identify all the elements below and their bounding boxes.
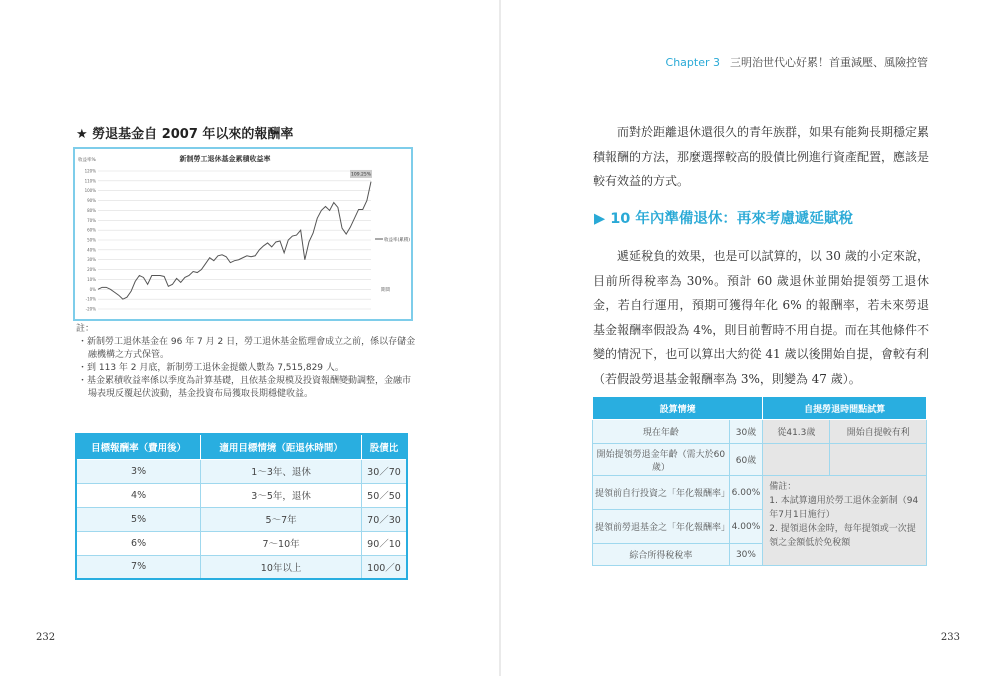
deferral-table (592, 396, 927, 566)
y-axis-label: 收益率% (78, 158, 96, 163)
page-number-right: 233 (940, 632, 960, 643)
y-tick-label: 10% (87, 276, 96, 282)
chapter-title: 三明治世代心好累！首重減壓、風險控管 (730, 56, 928, 69)
table-cell: 1～3年、退休 (201, 459, 362, 483)
legend-label: 收益率(累積) (384, 238, 411, 243)
column-header: 自提勞退時間點試算 (763, 397, 927, 420)
table-row (76, 507, 407, 531)
table-cell: 5% (76, 507, 201, 531)
page-number-left: 232 (36, 632, 56, 643)
note-item: ・新制勞工退休基金在 96 年 7 月 2 日，勞工退休基金監理會成立之前，係以存儲金融機構之方式保管。 (78, 337, 416, 360)
table-cell (830, 444, 927, 476)
y-tick-label: 70% (87, 217, 96, 223)
column-header: 適用目標情境（距退休時間） (201, 434, 362, 459)
table-cell: 3～5年，退休 (201, 483, 362, 507)
table-cell: 4.00% (729, 510, 763, 544)
target-return-table (75, 433, 408, 580)
y-tick-label: 30% (87, 257, 96, 263)
paragraph: 而對於距離退休還很久的青年族群，如果有能夠長期穩定累積報酬的方法，那麼選擇較高的股債比例進行資產配置，應該是較有效益的方式。 (593, 125, 930, 188)
table-cell: 6% (76, 531, 201, 555)
table-cell: 30歲 (729, 420, 763, 444)
table-cell: 3% (76, 459, 201, 483)
table-cell: 6.00% (729, 476, 763, 510)
table-cell: 提領前自行投資之「年化報酬率」 (593, 476, 730, 510)
book-spine (499, 0, 501, 676)
notes-label: 註： (76, 324, 95, 334)
result-age: 從41.3歲 (763, 420, 830, 444)
section-title: ★ 勞退基金自 2007 年以來的報酬率 (76, 127, 294, 142)
y-tick-label: 60% (87, 227, 96, 233)
table-cell: 30／70 (362, 459, 407, 483)
column-header: 股債比 (362, 434, 407, 459)
series-line (98, 182, 371, 300)
table-cell: 90／10 (362, 531, 407, 555)
chart-title: 新制勞工退休基金累積收益率 (179, 155, 271, 163)
column-header: 目標報酬率（費用後） (76, 434, 201, 459)
x-axis-label: 期間 (381, 287, 390, 293)
table-cell: 綜合所得稅稅率 (593, 544, 730, 566)
returns-chart (73, 147, 413, 321)
table-cell: 現在年齡 (593, 420, 730, 444)
y-tick-label: 0% (89, 286, 96, 292)
paragraph: 遞延稅負的效果，也是可以試算的，以 30 歲的小定來說，目前所得稅率為 30%。預計 60 歲退休並開始提領勞工退休金，若自行運用，預期可獲得年化 6% 的報酬率，若未來勞退基金報酬率假設為 4%，則目前暫時不用自提。而在其他條件不變的情況下，也可以算出大約從 41 歲以後開始自提，會較有利（若假設勞退基金報酬率為 3%，則變為 47 歲）。 (593, 249, 929, 386)
table-cell: 100／0 (362, 555, 407, 579)
table-cell: 70／30 (362, 507, 407, 531)
y-tick-label: 90% (87, 198, 96, 204)
y-tick-label: 110% (84, 178, 96, 184)
note-item: ・基金累積收益率係以季度為計算基礎，且依基金規模及投資報酬變動調整，金融市場表現反覆起伏波動，基金投資布局獲取長期穩健收益。 (78, 376, 412, 399)
y-tick-label: 100% (84, 188, 96, 194)
table-cell: 提領前勞退基金之「年化報酬率」 (593, 510, 730, 544)
table-cell: 50／50 (362, 483, 407, 507)
table-cell: 60歲 (729, 444, 763, 476)
y-tick-label: 20% (87, 267, 96, 273)
table-row (76, 459, 407, 483)
notes (76, 323, 416, 401)
table-cell: 7% (76, 555, 201, 579)
table-cell: 10年以上 (201, 555, 362, 579)
running-header (666, 54, 928, 70)
table-cell: 開始提領勞退金年齡（需大於60歲） (593, 444, 730, 476)
y-tick-label: -10% (85, 296, 96, 302)
chart-svg (75, 149, 411, 319)
y-tick-label: -20% (85, 306, 96, 312)
chapter-label: Chapter 3 (665, 56, 720, 69)
y-tick-label: 120% (84, 168, 96, 174)
y-tick-label: 50% (87, 237, 96, 243)
table-cell: 4% (76, 483, 201, 507)
table-row (76, 531, 407, 555)
table-row (76, 483, 407, 507)
y-tick-label: 40% (87, 247, 96, 253)
note-item: ・到 113 年 2 月底，新制勞工退休金提繳人數為 7,515,829 人。 (78, 363, 344, 373)
table-cell: 5～7年 (201, 507, 362, 531)
column-header: 設算情境 (593, 397, 763, 420)
table-cell: 30% (729, 544, 763, 566)
table-cell: 7～10年 (201, 531, 362, 555)
table-note: 備註： 1. 本試算適用於勞工退休金新制（94年7月1日施行） 2. 提領退休金時，每年提領或一次提領之金額低於免稅額 (763, 476, 927, 566)
result-text: 開始自提較有利 (830, 420, 927, 444)
table-cell (763, 444, 830, 476)
annotation-label: 109.25% (350, 172, 372, 178)
section-heading: ▶ 10 年內準備退休：再來考慮遞延賦稅 (594, 211, 853, 227)
table-row (76, 555, 407, 579)
y-tick-label: 80% (87, 207, 96, 213)
